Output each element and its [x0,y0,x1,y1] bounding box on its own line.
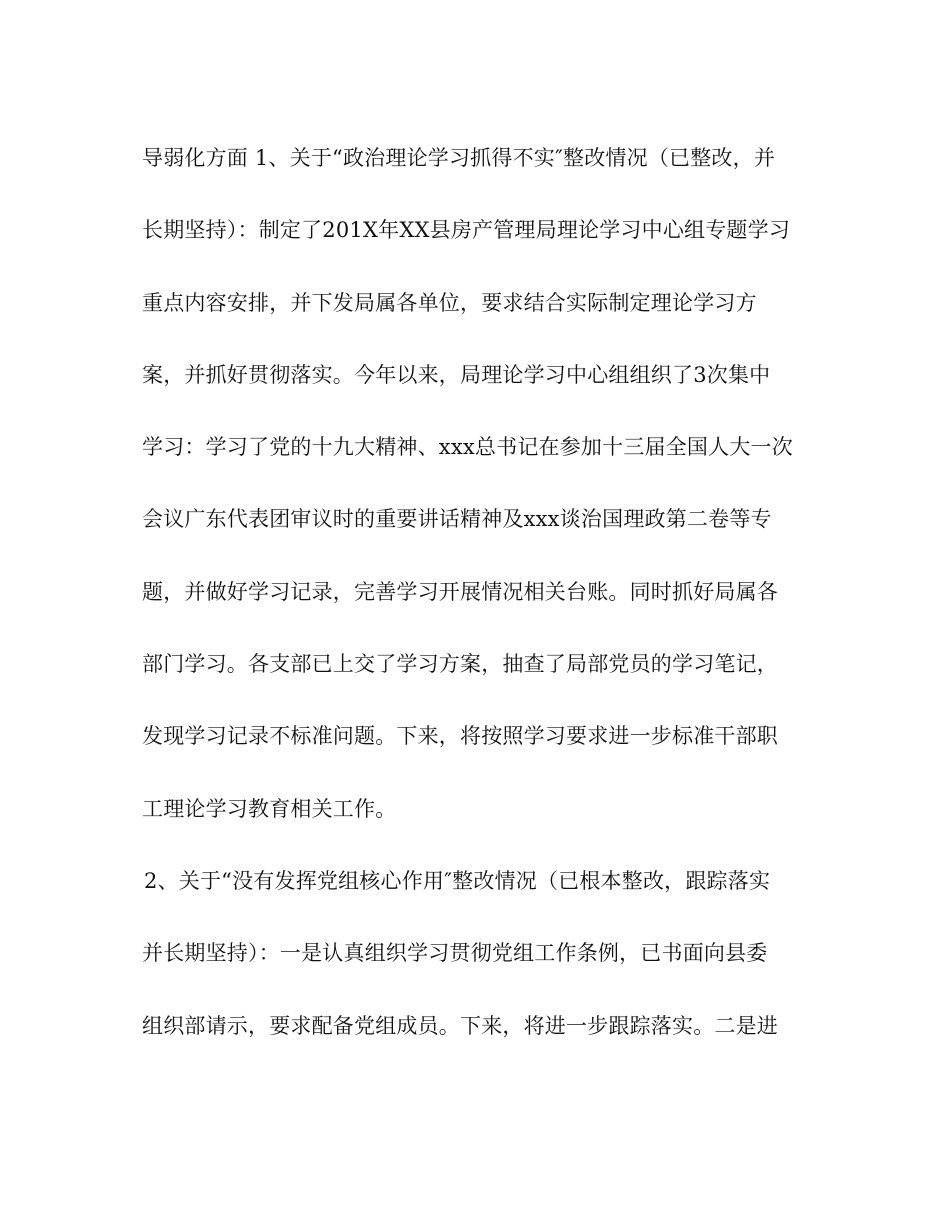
text-line: 学习：学习了党的十九大精神、xxx总书记在参加十三届全国人大一次 [142,435,793,460]
text-line: 案，并抓好贯彻落实。今年以来，局理论学习中心组组织了3次集中 [142,362,771,387]
text-line: 会议广东代表团审议时的重要讲话精神及xxx谈治国理政第二卷等专 [142,507,772,532]
text-line: 导弱化方面 1、关于“政治理论学习抓得不实″整改情况（已整改，并 [142,146,776,170]
text-line: 工理论学习教育相关工作。 [142,796,397,821]
text-line: 部门学习。各支部已上交了学习方案，抽查了局部党员的学习笔记， [142,652,778,677]
text-line: 发现学习记录不标准问题。下来，将按照学习要求进一步标准干部职 [142,724,778,749]
text-line: 长期坚持）：制定了201X年XX县房产管理局理论学习中心组专题学习 [142,218,791,243]
text-line: 组织部请示，要求配备党组成员。下来，将进一步跟踪落实。二是进 [142,1013,778,1038]
body-text [142,138,822,1078]
text-line: 并长期坚持）：一是认真组织学习贯彻党组工作条例，已书面向县委 [142,941,768,966]
text-line: 2、关于“没有发挥党组核心作用″整改情况（已根本整改，跟踪落实 [144,868,771,893]
text-line: 重点内容安排，并下发局属各单位，要求结合实际制定理论学习方 [142,290,757,315]
text-line: 题，并做好学习记录，完善学习开展情况相关台账。同时抓好局属各 [142,579,778,604]
